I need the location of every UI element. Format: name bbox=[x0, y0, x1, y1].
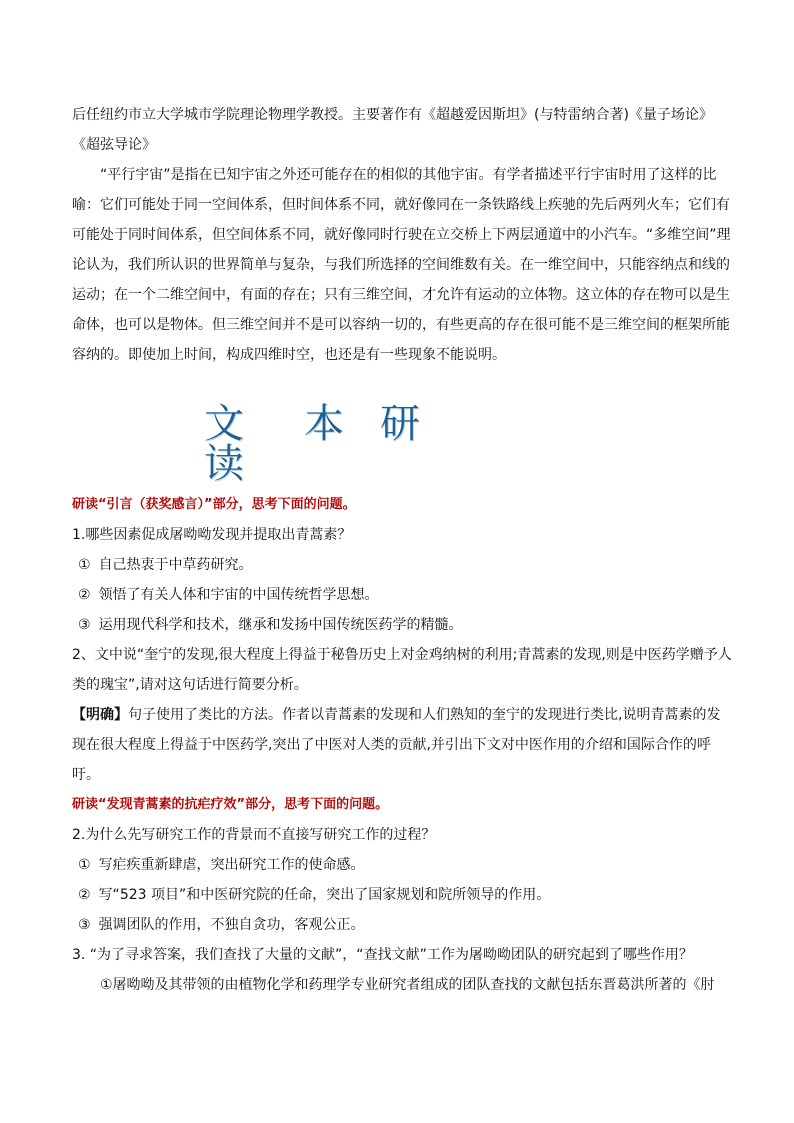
heading-char: 研 bbox=[380, 401, 420, 447]
heading-char: 读 bbox=[204, 441, 244, 487]
q2-option: ③ 强调团队的作用，不独自贪功，客观公正。 bbox=[78, 917, 365, 933]
section1-question-1: 1.哪些因素促成屠呦呦发现并提取出青蒿素？ bbox=[72, 527, 352, 543]
section2-question-3-answer: ①屠呦呦及其带领的由植物化学和药理学专业研究者组成的团队查找的文献包括东晋葛洪所著的《肘 bbox=[100, 977, 715, 993]
section-heading-text-study bbox=[72, 380, 732, 490]
heading-char: 文 bbox=[204, 401, 244, 447]
intro-line-1: 后任纽约市立大学城市学院理论物理学教授。主要著作有《超越爱因斯坦》(与特雷纳合著)《量子场论》 bbox=[72, 107, 713, 123]
section2-title: 研读“发现青蒿素的抗疟疗效”部分，思考下面的问题。 bbox=[72, 797, 389, 812]
section1-title: 研读“引言（获奖感言）”部分，思考下面的问题。 bbox=[72, 497, 356, 512]
document-body bbox=[72, 100, 732, 1000]
section2-question-3: 3. “为了寻求答案，我们查找了大量的文献”，“查找文献”工作为屠呦呦团队的研究起到了哪些作用？ bbox=[72, 947, 693, 963]
intro-line-2: 《超弦导论》 bbox=[72, 137, 156, 153]
q1-option: ① 自己热衷于中草药研究。 bbox=[78, 557, 253, 573]
section1-answer: 【明确】句子使用了类比的方法。作者以青蒿素的发现和人们熟知的奎宁的发现进行类比,说明青蒿素的发现在很大程度上得益于中医药学,突出了中医对人类的贡献,并引出下文对中医作用的介绍和国际合作的呼吁。 bbox=[72, 707, 721, 783]
paragraph-parallel-universe: “平行宇宙”是指在已知宇宙之外还可能存在的相似的其他宇宙。有学者描述平行宇宙时用了这样的比喻：它们可能处于同一空间体系，但时间体系不同，就好像同在一条铁路线上疾驰的先后两列火车；它们有可能处于同时间体系，但空间体系不同，就好像同时行驶在立交桥上下两层通道中的小汽车。“多维空间”理论认为，我们所认识的世界简单与复杂，与我们所选择的空间维数有关。在一维空间中，只能容纳点和线的运动；在一个二维空间中，有面的存在；只有三维空间，才允许有运动的立体物。这立体的存在物可以是生命体，也可以是物体。但三维空间并不是可以容纳一切的，有些更高的存在很可能不是三维空间的框架所能容纳的。即使加上时间，构成四维时空，也还是有一些现象不能说明。 bbox=[72, 167, 731, 363]
section1-question-2: 2、文中说“奎宁的发现,很大程度上得益于秘鲁历史上对金鸡纳树的利用;青蒿素的发现,则是中医药学赠予人类的瑰宝”,请对这句话进行简要分析。 bbox=[72, 647, 732, 693]
q1-option: ③ 运用现代科学和技术，继承和发扬中国传统医药学的精髓。 bbox=[78, 617, 463, 633]
q2-option: ① 写疟疾重新肆虐，突出研究工作的使命感。 bbox=[78, 857, 365, 873]
q1-option: ② 领悟了有关人体和宇宙的中国传统哲学思想。 bbox=[78, 587, 379, 603]
heading-char: 本 bbox=[304, 401, 344, 447]
section2-question-2: 2.为什么先写研究工作的背景而不直接写研究工作的过程？ bbox=[72, 827, 436, 843]
answer-tag: 【明确】 bbox=[72, 707, 128, 723]
q2-option: ② 写“523 项目”和中医研究院的任命，突出了国家规划和院所领导的作用。 bbox=[78, 887, 551, 903]
